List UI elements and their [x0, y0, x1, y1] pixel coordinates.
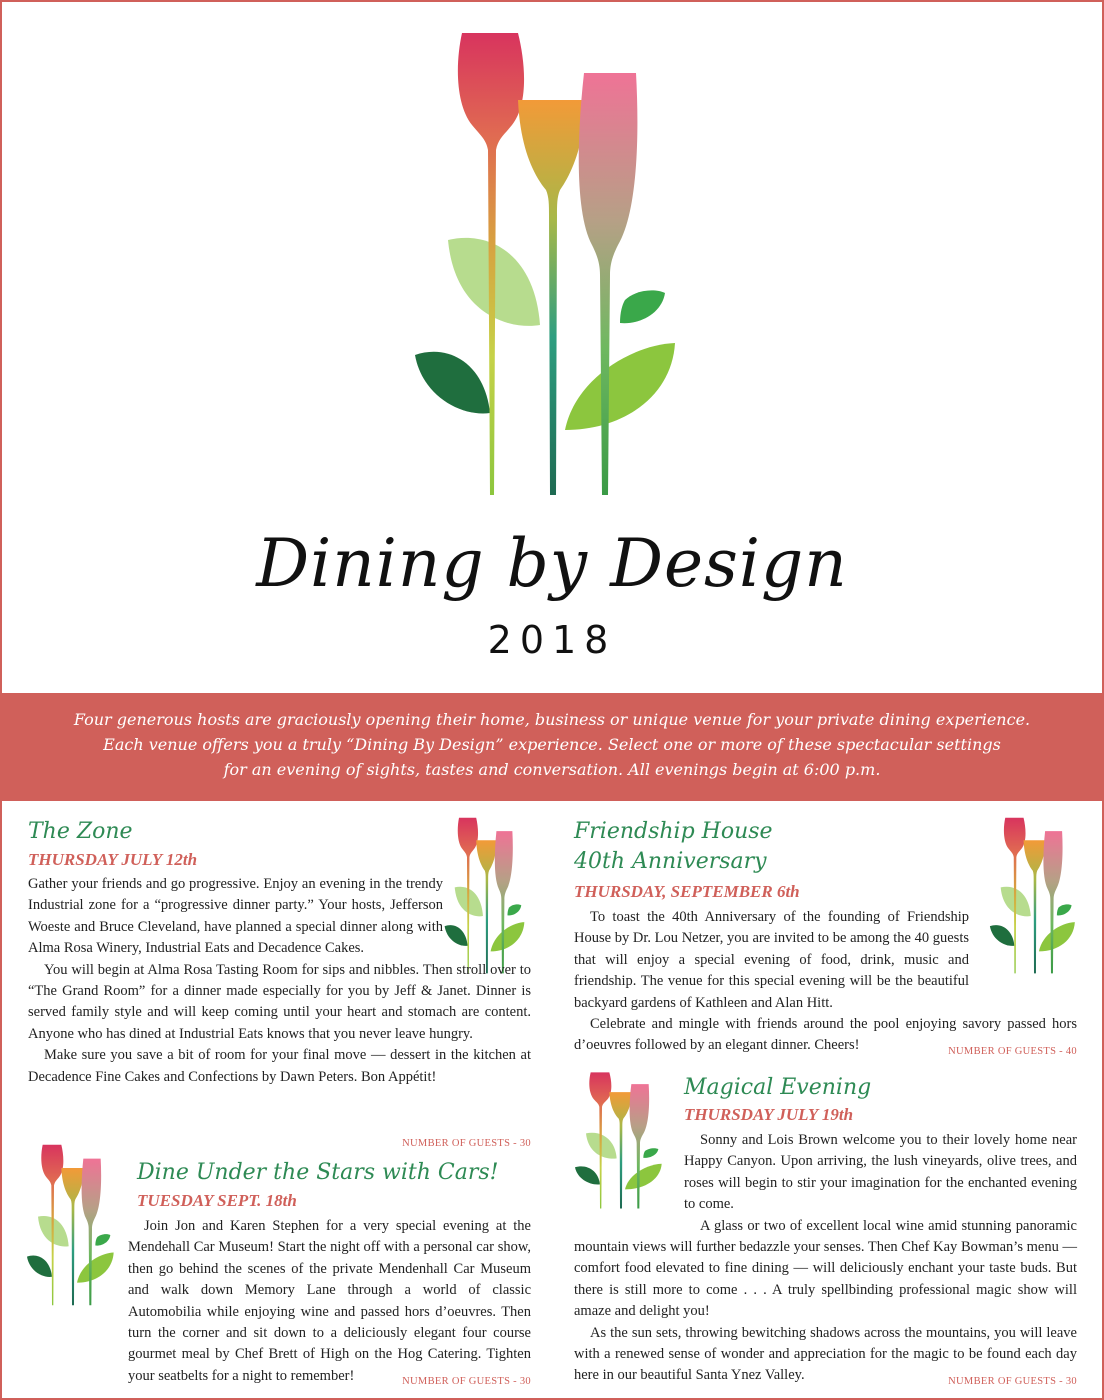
stars-paragraph-1: Join Jon and Karen Stephen for a very special evening at the Mendehall Car Museum! Start the night off with a personal car show, then go behind the scenes of the private Mendenhall Car Museum and walk down Memory Lane through a world of classic Automobilia while enjoying wine and passed hors d’oeuvres. Then turn the corner and sit down to a deliciously elegant four course gourmet meal by Chef Brett of High on the Hog Catering. Tighten your seatbelts for a night to remember!: [128, 1218, 531, 1384]
stars-guests: [28, 1371, 531, 1389]
magical-guests-label: NUMBER OF GUESTS - 30: [948, 1376, 1077, 1387]
friendship-guests: [574, 1041, 1077, 1059]
friendship-paragraph-1: To toast the 40th Anniversary of the founding of Friendship House by Dr. Lou Netzer, you are invited to be among the 40 guests that will enjoy a special evening of food, drink, music and friendship. The venue for this special evening will be the beautiful backyard gardens of Kathleen and Alan Hitt.: [574, 909, 969, 1011]
friendship-paragraph-2: Celebrate and mingle with friends around the pool enjoying savory passed hors d’oeuvres followed by an elegant dinner. Cheers!: [574, 1016, 1077, 1054]
magical-paragraph-1: Sonny and Lois Brown welcome you to their lovely home near Happy Canyon. Upon arriving, the lush vineyards, olive trees, and roses will begin to stir your imagination for the enchanted evening to come.: [684, 1132, 1077, 1213]
stars-guests-label: NUMBER OF GUESTS - 30: [402, 1376, 531, 1387]
intro-banner: [0, 693, 1104, 801]
friendship-title-line-2: 40th Anniversary: [574, 849, 767, 874]
magical-date: THURSDAY JULY 19th: [684, 1105, 854, 1124]
friendship-guests-label: NUMBER OF GUESTS - 40: [948, 1046, 1077, 1057]
hero-logo: [400, 25, 700, 500]
intro-line: Each venue offers you a truly “Dining By Design” experience. Select one or more of these spectacular settings: [103, 735, 1001, 754]
intro-line: for an evening of sights, tastes and conversation. All evenings begin at 6:00 p.m.: [223, 760, 881, 779]
zone-paragraph-2: You will begin at Alma Rosa Tasting Room for sips and nibbles. Then stroll over to “The Grand Room” for a dinner made especially for you by Jeff & Janet. Dinner is served family style and will keep coming until your heart and stomach are content. Anyone who has dined at Industrial Eats knows that you never leave hungry.: [28, 961, 531, 1042]
stars-date: TUESDAY SEPT. 18th: [137, 1191, 297, 1210]
zone-paragraph-1: Gather your friends and go progressive. Enjoy an evening in the trendy Industrial zone for a “progressive dinner party.” Your hosts, Jefferson Woeste and Bruce Cleveland, have planned a special dinner along with Alma Rosa Winery, Industrial Eats and Decadence Cakes.: [28, 876, 443, 957]
magical-paragraph-2: A glass or two of excellent local wine amid stunning panoramic mountain views will further bedazzle your senses. Then Chef Kay Bowman’s menu — comfort food elevated to fine dining — will deliciously enchant your taste buds. But there is still more to come . . . A truly spellbinding professional magic show will amaze and delight you!: [574, 1217, 1077, 1320]
intro-line: Four generous hosts are graciously opening their home, business or unique venue for your private dining experience.: [73, 710, 1031, 729]
friendship-body: [574, 907, 1077, 1057]
friendship-title: [574, 817, 773, 877]
magical-paragraph-3: As the sun sets, throwing bewitching shadows across the mountains, you will leave with a renewed sense of wonder and appreciation for the magic to be found each day here in our beautiful Santa Ynez Valley.: [574, 1324, 1077, 1384]
friendship-title-line-1: Friendship House: [574, 819, 773, 844]
magical-body: [574, 1130, 1077, 1387]
event-year: 2018: [487, 618, 617, 662]
magical-guests: [574, 1371, 1077, 1389]
stars-title: Dine Under the Stars with Cars!: [137, 1160, 499, 1185]
zone-paragraph-3: Make sure you save a bit of room for your final move — dessert in the kitchen at Decadence Fine Cakes and Confections by Dawn Peters. Bon Appétit!: [28, 1047, 531, 1085]
zone-date: THURSDAY JULY 12th: [28, 850, 198, 869]
zone-body: [28, 874, 531, 1088]
friendship-date: THURSDAY, SEPTEMBER 6th: [574, 882, 800, 901]
zone-title: The Zone: [28, 819, 133, 844]
main-title: Dining by Design: [256, 525, 848, 602]
magical-title: Magical Evening: [684, 1075, 872, 1100]
stars-body: [28, 1216, 531, 1387]
zone-guests-label: NUMBER OF GUESTS - 30: [402, 1138, 531, 1149]
